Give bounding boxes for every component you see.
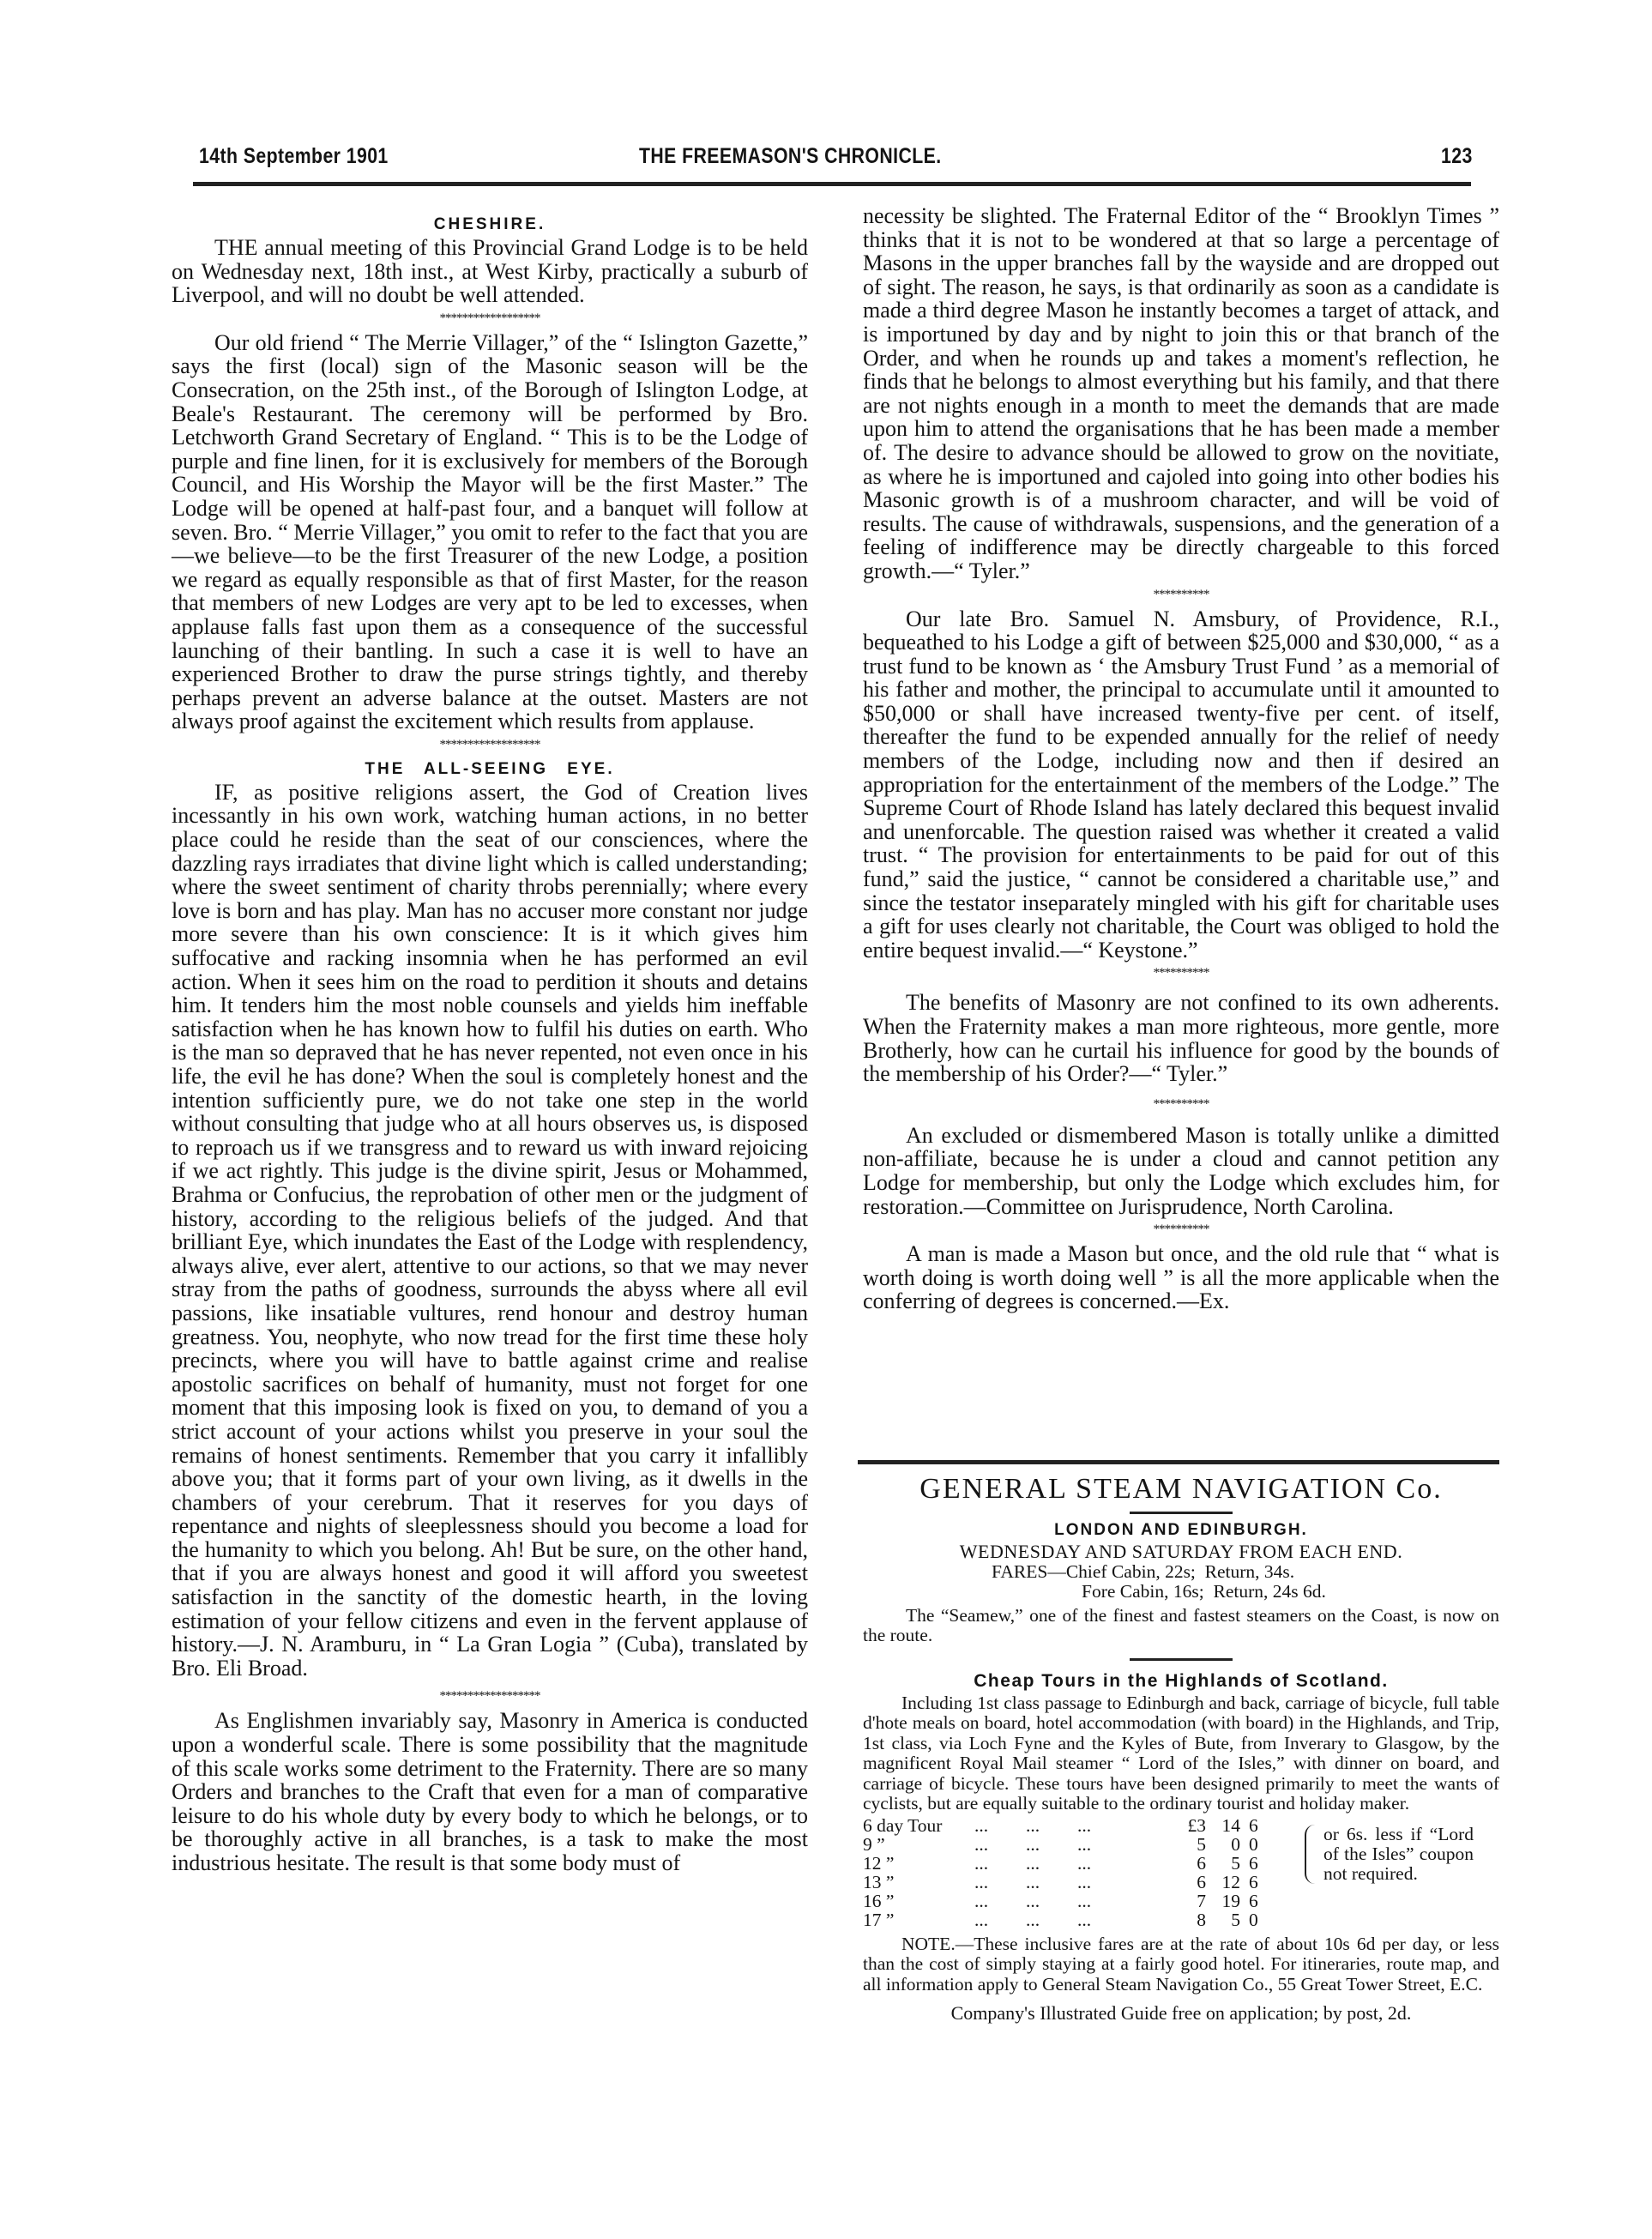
schedule: WEDNESDAY AND SATURDAY FROM EACH END.: [959, 1541, 1403, 1562]
excluded-mason-paragraph: An excluded or dismembered Mason is totally unlike a dimitted non-affiliate, because he is under a cloud and cannot petition any Lodge for membership, but only the Lodge which excludes him, for restoration.—Committee on Jurisprudence, North Carolina.: [863, 1122, 1499, 1219]
fare-dots: ...: [974, 1814, 989, 1836]
fare-tour-days: 17 ”: [863, 1909, 895, 1930]
cheshire-heading: CHESHIRE.: [433, 215, 546, 233]
fare-dots: ...: [974, 1833, 989, 1855]
right-column: [863, 204, 1499, 1313]
fare-tour-days: 12 ”: [863, 1852, 895, 1874]
fare-pence: 6: [1249, 1890, 1258, 1911]
fare-shillings: 5: [1231, 1852, 1240, 1874]
publication-title: THE FREEMASON'S CHRONICLE.: [639, 144, 942, 168]
fare-dots: ...: [1026, 1890, 1040, 1911]
fare-pounds: 5: [1197, 1833, 1206, 1855]
fare-dots: ...: [1026, 1814, 1040, 1836]
issue-date: 14th September 1901: [199, 144, 389, 168]
fare-dots: ...: [1077, 1814, 1092, 1836]
fare-pence: 6: [1249, 1814, 1258, 1836]
separator: **********: [1153, 1096, 1209, 1111]
separator: ******************: [439, 737, 540, 751]
guide-text: Company's Illustrated Guide free on application; by post, 2d.: [950, 2002, 1412, 2024]
fare-dots: ...: [1026, 1852, 1040, 1874]
fare-dots: ...: [1077, 1909, 1092, 1930]
separator: ******************: [439, 1689, 540, 1704]
fare-pence: 0: [1249, 1833, 1258, 1855]
fare-dots: ...: [1026, 1871, 1040, 1892]
brooklyn-times-paragraph: necessity be slighted. The Fraternal Editor of the “ Brooklyn Times ” thinks that it is not to be wondered at that so large a percentage of Masons in the upper branches fall by the wayside and are dropped out of sight. The reason, he says, is that ordinarily as soon as a candidate is made a third degree Mason he instantly becomes a target of attack, and is importuned by day and by night to join this or that branch of the Order, and when he rounds up and takes a moment's reflection, he finds that he belongs to almost everything but his family, and that there are not nights enough in a month to meet the demands that are made upon him to attend the organisations that he has been made a member of. The desire to advance should be allowed to grow on the novitiate, as where he is importuned and cajoled into going into other bodies his Masonic growth is of a mushroom character, and will be void of results. The cause of withdrawals, suspensions, and the generation of a feeling of indifference may be directly chargeable to this forced growth.—“ Tyler.”: [863, 203, 1499, 583]
fare-tour-days: 16 ”: [863, 1890, 895, 1911]
masonry-america-paragraph: As Englishmen invariably say, Masonry in America is conducted upon a wonderful scale. There is some possibility that the magnitude of this scale works some detriment to the Fraternity. There are so many Orders and branches to the Craft that even for a man of comparative leisure to do his whole duty by every body to which he belongs, or to be thoroughly active in all branches, is a task to make the most industrious hesitate. The result is that some body must of: [172, 1708, 808, 1875]
separator: **********: [1153, 1222, 1209, 1237]
fare-dots: ...: [974, 1852, 989, 1874]
fare-dots: ...: [974, 1871, 989, 1892]
made-once-paragraph: A man is made a Mason but once, and the old rule that “ what is worth doing is worth doing well ” is all the more applicable when the conferring of degrees is concerned.—Ex.: [863, 1241, 1499, 1314]
advert-rule: [858, 1460, 1499, 1464]
separator: **********: [1153, 966, 1209, 981]
fares-chief: FARES—Chief Cabin, 22s; Return, 34s.: [992, 1560, 1295, 1582]
fare-tour-days: 6 day Tour: [863, 1814, 943, 1836]
fare-shillings: 12: [1221, 1871, 1240, 1892]
fare-shillings: 0: [1231, 1833, 1240, 1855]
gsn-advertisement: [863, 1472, 1499, 2024]
fare-pence: 0: [1249, 1909, 1258, 1930]
route-heading: LONDON AND EDINBURGH.: [1054, 1521, 1308, 1539]
fare-dots: ...: [974, 1909, 989, 1930]
fares-fore: Fore Cabin, 16s; Return, 24s 6d.: [1082, 1581, 1326, 1602]
tours-heading: Cheap Tours in the Highlands of Scotland.: [974, 1670, 1389, 1691]
coupon-note: or 6s. less if “Lord of the Isles” coupon not required.: [1305, 1825, 1474, 1884]
separator: **********: [1153, 587, 1209, 601]
fare-shillings: 5: [1231, 1909, 1240, 1930]
fare-pounds: 6: [1197, 1852, 1206, 1874]
cheshire-paragraph: THE annual meeting of this Provincial Grand Lodge is to be held on Wednesday next, 18th inst., at West Kirby, practically a suburb of Liverpool, and will no doubt be well attended.: [172, 235, 808, 308]
fare-pounds: 6: [1197, 1871, 1206, 1892]
fares-note: NOTE.—These inclusive fares are at the rate of about 10s 6d per day, or less than the cost of simply staying at a fairly good hotel. For itineraries, route map, and all information apply to General Steam Navigation Co., 55 Great Tower Street, E.C.: [863, 1933, 1499, 1995]
fares-table: [863, 1816, 1499, 1929]
fare-shillings: 14: [1221, 1814, 1240, 1836]
fare-dots: ...: [1026, 1909, 1040, 1930]
fare-pounds: 7: [1197, 1890, 1206, 1911]
seamew-text: The “Seamew,” one of the finest and fastest steamers on the Coast, is now on the route.: [863, 1604, 1499, 1645]
fare-dots: ...: [1077, 1852, 1092, 1874]
benefits-paragraph: The benefits of Masonry are not confined to its own adherents. When the Fraternity makes a man more righteous, more gentle, more Brotherly, how can he curtail his influence for good by the bounds of the membership of his Order?—“ Tyler.”: [863, 990, 1499, 1087]
amsbury-paragraph: Our late Bro. Samuel N. Amsbury, of Providence, R.I., bequeathed to his Lodge a gift of between $25,000 and $30,000, “ as a trust fund to be known as ‘ the Amsbury Trust Fund ’ as a memorial of his father and mother, the principal to accumulate until it amounted to $50,000 or shall have increased twenty-five per cent. of itself, thereafter the fund to be expended annually for the relief of needy members of the Lodge, including now and then if desired an appropriation for the entertainment of the members of the Lodge.” The Supreme Court of Rhode Island has lately declared this bequest invalid and unenforcable. The question raised was whether it created a valid trust. “ The provision for entertainments to be paid for out of this fund,” said the justice, “ cannot be considered a charitable use,” and since the testator inseparately mingled with his gift for charitable uses a gift for uses clearly not charitable, the Court was obliged to hold the entire bequest invalid.—“ Keystone.”: [863, 606, 1499, 963]
divider: [1130, 1512, 1233, 1514]
fare-shillings: 19: [1221, 1890, 1240, 1911]
header-rule: [193, 182, 1471, 186]
separator: ******************: [439, 311, 540, 325]
left-column: [172, 213, 808, 1875]
all-seeing-eye-paragraph: IF, as positive religions assert, the God of Creation lives incessantly in his own work, watching human actions, in no better place could he reside than the seat of our consciences, where the dazzling rays irradiates that divine light which is called understanding; where the sweet sentiment of charity throbs perennially; where every love is born and has play. Man has no accuser more constant nor judge more severe than his own conscience: It is it which gives him suffocative and racking insomnia when he has performed an evil action. When it sees him on the road to perdition it shouts and detains him. It tenders him the most noble counsels and yields him ineffable satisfaction when he has known how to fulfil his duties on earth. Who is the man so depraved that he has never repented, not even once in his life, the evil he has done? When the soul is completely honest and the intention sufficiently pure, we do not take one step in the world without consulting that judge who at all hours observes us, is disposed to reproach us if we transgress and to reward us with inward rejoicing if we act rightly. This judge is the divine spirit, Jesus or Mohammed, Brahma or Confucius, the reprobation of other men or the judgment of history, according to the religious beliefs of the judged. And that brilliant Eye, which inundates the East of the Lodge with resplendency, always alive, ever alert, attentive to our actions, so that we may never stray from the paths of goodness, surrounds the abyss where all evil passions, like insatiable vultures, rend honour and destroy human greatness. You, neophyte, who now tread for the first time these holy precincts, where you will have to battle against crime and realise apostolic sacrifices on behalf of humanity, must not forget for one moment that this imposing look is fixed on you, to demand of you a strict account of your actions whilst you preserve in your soul the remains of honest sentiments. Remember that you carry it infallibly above you; that it forms part of your own living, as it dwells in the chambers of your cerebrum. That it reserves for you days of repentance and nights of sleeplessness should you become a load for the humanity to which you belong. Ah! But be sure, on the other hand, that if you are always honest and good it will afford you sweetest satisfaction in the sanctity of the domestic hearth, in the loving estimation of your fellow citizens and even in the fervent applause of history.—J. N. Aramburu, in “ La Gran Logia ” (Cuba), translated by Bro. Eli Broad.: [172, 779, 808, 1681]
fare-dots: ...: [1026, 1833, 1040, 1855]
divider: [1130, 1658, 1233, 1661]
fare-pounds: £3: [1187, 1814, 1206, 1836]
fare-dots: ...: [974, 1890, 989, 1911]
page-number: 123: [1441, 144, 1473, 168]
tours-description: Including 1st class passage to Edinburgh and back, carriage of bicycle, full table d'hote meals on board, hotel accommodation (with board) in the Highlands, and Trip, 1st class, via Loch Fyne and the Kyles of Bute, from Inverary to Glasgow, by the magnificent Royal Mail steamer “ Lord of the Isles,” with dinner on board, and carriage of bicycle. These tours have been designed primarily to meet the wants of cyclists, but are equally suitable to the ordinary tourist and holiday maker.: [863, 1692, 1499, 1814]
fare-dots: ...: [1077, 1833, 1092, 1855]
fare-pounds: 8: [1197, 1909, 1206, 1930]
fare-dots: ...: [1077, 1871, 1092, 1892]
merrie-villager-paragraph: Our old friend “ The Merrie Villager,” of the “ Islington Gazette,” says the first (local) sign of the Masonic season will be the Consecration, on the 25th inst., of the Borough of Islington Lodge, at Beale's Restaurant. The ceremony will be performed by Bro. Letchworth Grand Secretary of England. “ This is to be the Lodge of purple and fine linen, for it is exclusively for members of the Borough Council, and His Worship the Mayor will be the first Master.” The Lodge will be opened at half-past four, and a banquet will follow at seven. Bro. “ Merrie Villager,” you omit to refer to the fact that you are—we believe—to be the first Treasurer of the new Lodge, a position we regard as equally responsible as that of first Master, for the reason that members of new Lodges are very apt to be led to excesses, when applause falls fast upon them as a consequence of the successful launching of their bantling. In such a case it is well to have an experienced Brother to draw the purse strings tightly, and thereby perhaps prevent an adverse balance at the outset. Masters are not always proof against the excitement which results from applause.: [172, 329, 808, 734]
fare-tour-days: 13 ”: [863, 1871, 895, 1892]
fare-pence: 6: [1249, 1852, 1258, 1874]
company-name: GENERAL STEAM NAVIGATION Co.: [919, 1473, 1443, 1505]
fare-tour-days: 9 ”: [863, 1833, 885, 1855]
fare-pence: 6: [1249, 1871, 1258, 1892]
fare-dots: ...: [1077, 1890, 1092, 1911]
all-seeing-eye-heading: THE ALL-SEEING EYE.: [365, 759, 615, 778]
